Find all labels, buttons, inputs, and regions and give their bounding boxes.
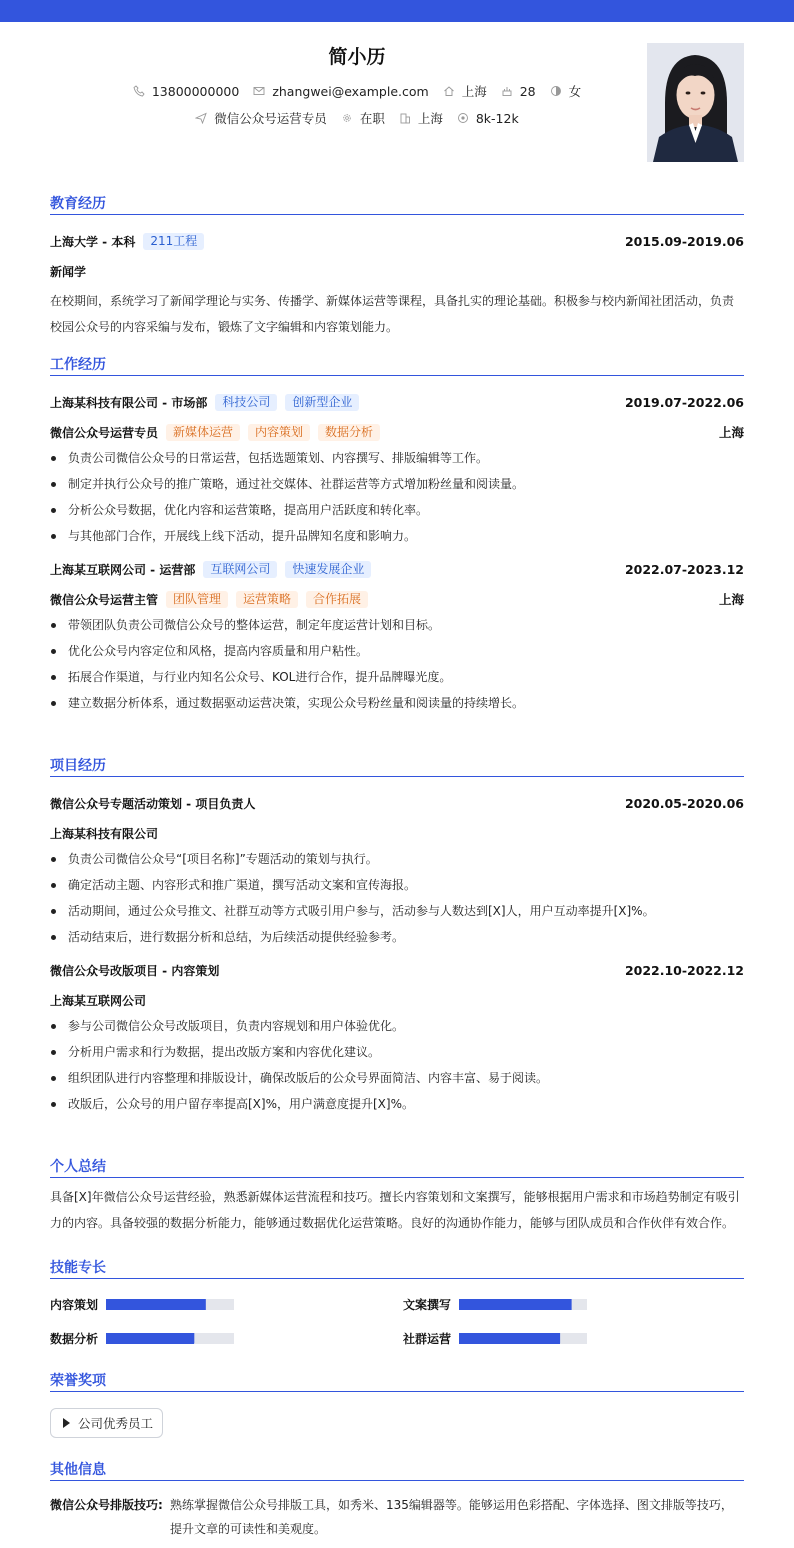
list-item: 活动结束后，进行数据分析和总结，为后续活动提供经验参考。: [50, 924, 744, 950]
list-item: 参与公司微信公众号改版项目，负责内容规划和用户体验优化。: [50, 1013, 744, 1039]
skill-bar: [106, 1299, 234, 1310]
list-item: 组织团队进行内容整理和排版设计，确保改版后的公众号界面简洁、内容丰富、易于阅读。: [50, 1065, 744, 1091]
list-item: 负责公司微信公众号的日常运营，包括选题策划、内容撰写、排版编辑等工作。: [50, 445, 744, 471]
salary-item: [457, 111, 519, 126]
education-title: 教育经历: [50, 193, 744, 215]
email-text: zhangwei@example.com: [272, 83, 429, 99]
education-period: 2015.09-2019.06: [624, 233, 744, 249]
job-title-item: [195, 109, 327, 127]
company-tag: 快速发展企业: [285, 561, 371, 578]
work-role: 微信公众号运营主管: [50, 592, 159, 607]
project-name: 微信公众号改版项目 - 内容策划: [50, 963, 220, 978]
award-item[interactable]: [50, 1408, 163, 1438]
work-role: 微信公众号运营专员: [50, 425, 159, 440]
work-location: 上海: [718, 592, 744, 607]
list-item: 负责公司微信公众号“[项目名称]”专题活动的策划与执行。: [50, 846, 744, 872]
phone-text: 13800000000: [151, 83, 240, 99]
awards-section: [50, 1370, 744, 1392]
skill-name: 数据分析: [50, 1332, 99, 1346]
work-period: 2022.07-2023.12: [624, 561, 744, 577]
skill-name: 文案撰写: [403, 1298, 452, 1312]
project-item: [50, 794, 744, 950]
phone-item: [133, 84, 239, 99]
other-section: [50, 1459, 744, 1481]
age-item: [501, 84, 536, 99]
target-city-item: [399, 109, 443, 127]
skill-bar: [106, 1333, 234, 1344]
summary-section: [50, 1156, 744, 1236]
list-item: 分析用户需求和行为数据，提出改版方案和内容优化建议。: [50, 1039, 744, 1065]
candidate-name: 简小历: [328, 46, 386, 68]
role-tag: 数据分析: [318, 424, 380, 441]
status-item: [341, 109, 385, 127]
work-location: 上海: [718, 425, 744, 440]
contact-row: [0, 82, 714, 100]
skill-bar: [459, 1333, 587, 1344]
education-description: 在校期间，系统学习了新闻学理论与实务、传播学、新媒体运营等课程，具备扎实的理论基础。积极参与校内新闻社团活动，负责校园公众号的内容采编与发布，锻炼了文字编辑和内容策划能力。: [50, 294, 735, 334]
project-name-row: [50, 794, 744, 812]
list-item: 建立数据分析体系，通过数据驱动运营决策，实现公众号粉丝量和阅读量的持续增长。: [50, 690, 744, 716]
list-item: 拓展合作渠道，与行业内知名公众号、KOL进行合作，提升品牌曝光度。: [50, 664, 744, 690]
projects-title: 项目经历: [50, 755, 744, 777]
skill-bar-fill: [106, 1333, 194, 1344]
awards-title: 荣誉奖项: [50, 1370, 744, 1392]
work-title: 工作经历: [50, 354, 744, 376]
project-company-row: [50, 824, 744, 842]
list-item: 改版后，公众号的用户留存率提高[X]%，用户满意度提升[X]%。: [50, 1091, 744, 1117]
other-info-row: [50, 1493, 744, 1541]
project-company: 上海某科技有限公司: [50, 826, 159, 841]
role-tag: 内容策划: [248, 424, 310, 441]
project-bullets: [50, 846, 744, 950]
home-icon: [443, 85, 455, 97]
age-text: 28: [519, 83, 536, 99]
project-period: 2020.05-2020.06: [624, 795, 744, 811]
project-period: 2022.10-2022.12: [624, 962, 744, 978]
coin-icon: [457, 112, 469, 124]
company-tag: 科技公司: [215, 394, 277, 411]
building-icon: [399, 112, 411, 124]
resume-header: [0, 22, 794, 182]
major-name: 新闻学: [50, 264, 87, 279]
city-text: 上海: [461, 84, 487, 99]
top-accent-bar: [0, 0, 794, 22]
work-bullets: [50, 612, 744, 716]
gear-icon: [341, 112, 353, 124]
list-item: 制定并执行公众号的推广策略，通过社交媒体、社群运营等方式增加粉丝量和阅读量。: [50, 471, 744, 497]
cake-icon: [501, 85, 513, 97]
work-company: 上海某互联网公司 - 运营部: [50, 562, 196, 577]
skill-bar-fill: [106, 1299, 206, 1310]
work-bullets: [50, 445, 744, 549]
role-tag: 运营策略: [236, 591, 298, 608]
gender-icon: [550, 85, 562, 97]
other-text: 熟练掌握微信公众号排版工具，如秀米、135编辑器等。能够运用色彩搭配、字体选择、图文排版等技巧，提升文章的可读性和美观度。: [170, 1498, 733, 1536]
work-section: [50, 354, 744, 716]
email-icon: [253, 85, 265, 97]
role-tag: 新媒体运营: [166, 424, 240, 441]
role-tag: 合作拓展: [306, 591, 368, 608]
skill-bar: [459, 1299, 587, 1310]
project-item: [50, 961, 744, 1117]
gender-item: [550, 82, 582, 100]
skills-section: [50, 1257, 744, 1279]
project-company: 上海某互联网公司: [50, 993, 147, 1008]
gender-text: 女: [568, 84, 582, 99]
work-item: [50, 393, 744, 549]
status-text: 在职: [359, 111, 385, 126]
job-title-text: 微信公众号运营专员: [214, 111, 327, 126]
work-item: [50, 560, 744, 716]
send-icon: [195, 112, 207, 124]
play-triangle-icon: [63, 1418, 70, 1428]
work-company: 上海某科技有限公司 - 市场部: [50, 395, 208, 410]
skills-title: 技能专长: [50, 1257, 744, 1279]
skill-bar-fill: [459, 1333, 560, 1344]
city-item: [443, 82, 487, 100]
major-row: [50, 262, 744, 280]
school-name: 上海大学 - 本科: [50, 234, 136, 249]
phone-icon: [133, 85, 145, 97]
projects-section: [50, 755, 744, 1117]
list-item: 分析公众号数据，优化内容和运营策略，提高用户活跃度和转化率。: [50, 497, 744, 523]
other-title: 其他信息: [50, 1459, 744, 1481]
profile-photo: [647, 43, 744, 162]
project-name-row: [50, 961, 744, 979]
company-tag: 互联网公司: [203, 561, 277, 578]
list-item: 活动期间，通过公众号推文、社群互动等方式吸引用户参与，活动参与人数达到[X]人，用户互动率提升[X]%。: [50, 898, 744, 924]
skill-name: 内容策划: [50, 1298, 99, 1312]
other-label: 微信公众号排版技巧:: [50, 1498, 163, 1512]
project-bullets: [50, 1013, 744, 1117]
project-company-row: [50, 991, 744, 1009]
salary-text: 8k-12k: [475, 110, 519, 126]
work-period: 2019.07-2022.06: [624, 394, 744, 410]
education-row: [50, 232, 744, 250]
skill-bar-fill: [459, 1299, 572, 1310]
work-role-row: [50, 423, 744, 441]
role-tag: 团队管理: [166, 591, 228, 608]
list-item: 优化公众号内容定位和风格，提高内容质量和用户粘性。: [50, 638, 744, 664]
list-item: 与其他部门合作，开展线上线下活动，提升品牌知名度和影响力。: [50, 523, 744, 549]
award-label: 公司优秀员工: [78, 1416, 154, 1431]
skill-name: 社群运营: [403, 1332, 452, 1346]
work-role-row: [50, 590, 744, 608]
job-intent-row: [0, 109, 714, 127]
project-name: 微信公众号专题活动策划 - 项目负责人: [50, 796, 256, 811]
list-item: 确定活动主题、内容形式和推广渠道，撰写活动文案和宣传海报。: [50, 872, 744, 898]
summary-text: 具备[X]年微信公众号运营经验，熟悉新媒体运营流程和技巧。擅长内容策划和文案撰写，能够根据用户需求和市场趋势制定有吸引力的内容。具备较强的数据分析能力，能够通过数据优化运营策略。良好的沟通协作能力，能够与团队成员和合作伙伴有效合作。: [50, 1190, 740, 1230]
email-item: [253, 84, 428, 99]
education-section: [50, 193, 744, 340]
work-company-row: [50, 560, 744, 578]
list-item: 带领团队负责公司微信公众号的整体运营，制定年度运营计划和目标。: [50, 612, 744, 638]
target-city-text: 上海: [417, 111, 443, 126]
company-tag: 创新型企业: [285, 394, 359, 411]
portrait-illustration: [647, 43, 744, 162]
school-tag: 211工程: [143, 233, 204, 250]
work-company-row: [50, 393, 744, 411]
summary-title: 个人总结: [50, 1156, 744, 1178]
